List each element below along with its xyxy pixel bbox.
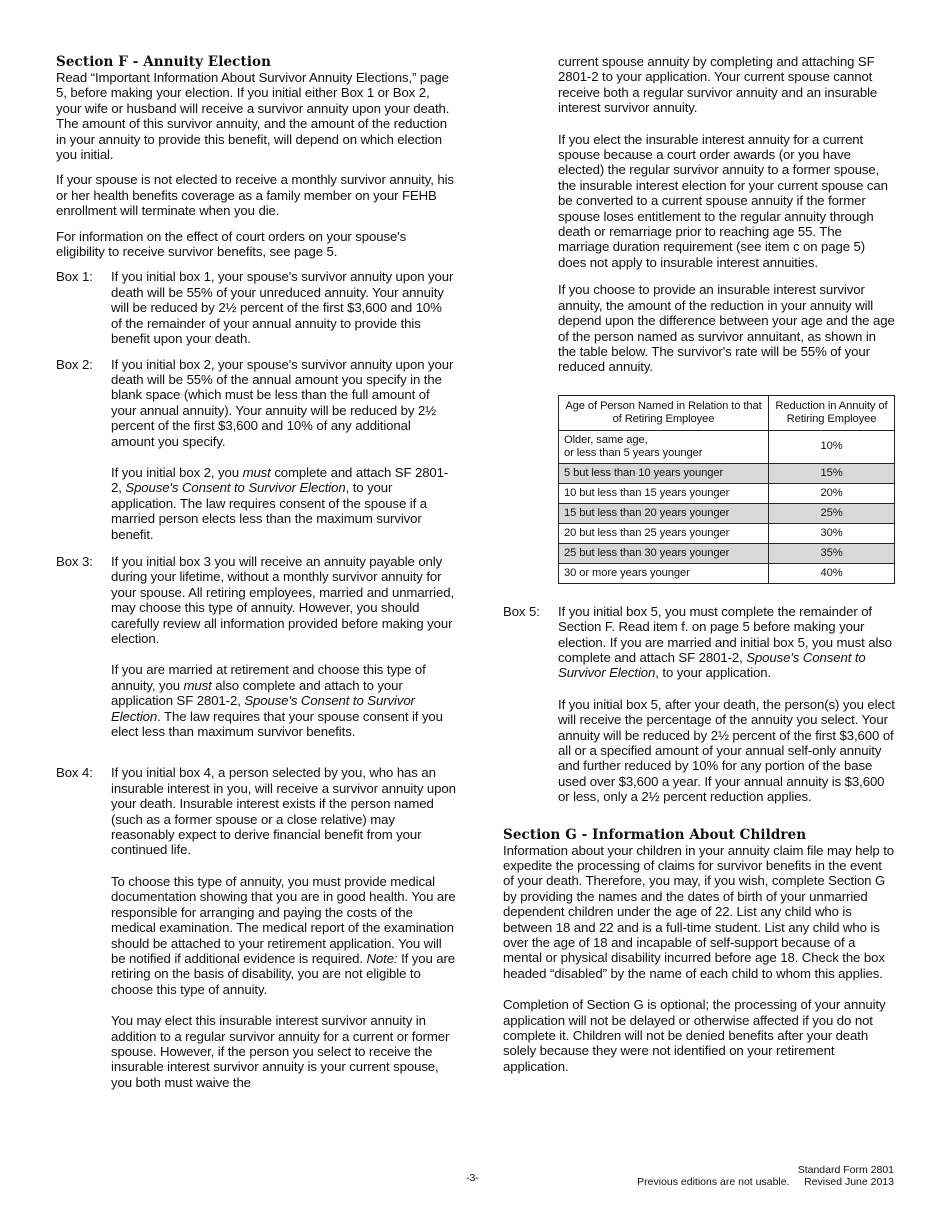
table-row xyxy=(559,503,895,523)
table-row xyxy=(559,430,895,463)
table-cell-pct: 10% xyxy=(769,430,895,463)
box-3-item xyxy=(56,554,456,646)
box-5-item xyxy=(503,604,895,681)
reduction-table xyxy=(558,395,895,584)
table-cell-age: 10 but less than 15 years younger xyxy=(559,483,769,503)
box-4-label: Box 4: xyxy=(56,765,93,781)
table-row xyxy=(559,543,895,563)
table-row xyxy=(559,463,895,483)
table-row xyxy=(559,483,895,503)
table-header-age: Age of Person Named in Relation to that of Retiring Employee xyxy=(559,395,769,430)
box-5-reduction-paragraph: If you initial box 5, after your death, the person(s) you elect will receive the percentage of the annuity you select. Your annuity will be reduced by 2½ percent of the first $3,600 of all or a specified amount of your annual self-only annuity and further reduced by 10% for any portion of the base used over $3,600 a year. If your annual annuity is $3,600 or less, only a 2½ percent reduction applies. xyxy=(558,696,895,805)
table-cell-pct: 25% xyxy=(769,503,895,523)
box-4-text: If you initial box 4, a person selected by you, who has an insurable interest in you, will receive a survivor annuity upon your death. Insurable interest exists if the person named (such as a former spouse or a close relative) may reasonably expect to derive financial benefit from your continued life. xyxy=(111,765,456,858)
section-g-paragraph-1: Information about your children in your annuity claim file may help to expedite the processing of claims for survivor benefits in the event of your death. Therefore, you may, if you wish, complete Section G by providing the names and the dates of birth of your unmarried dependent children under the age of 22. List any child who is between 18 and 22 and is a full-time student. List any child who is over the age of 18 and incapable of self-support because of a mental or physical disability incurred before age 18. Check the box headed “disabled” by the name of each child to whom this applies. xyxy=(503,842,895,981)
previous-editions-note: Previous editions are not usable. xyxy=(637,1176,790,1188)
box-2-text: If you initial box 2, your spouse's survivor annuity upon your death will be 55% of the annual amount you specify in the blank space (which must be less than the full amount of your annual annuity). Your annuity will be reduced by 2½ percent of the first $3,600 and 10% of any additional amount you specify. xyxy=(111,356,454,449)
table-cell-age: 20 but less than 25 years younger xyxy=(559,523,769,543)
box-3-label: Box 3: xyxy=(56,553,93,569)
box-2-item xyxy=(56,357,456,449)
box-4-medical-paragraph: To choose this type of annuity, you must provide medical documentation showing that you are in good health. You are responsible for arranging and paying the costs of the medical examination. The medical report of the examination should be attached to your retirement application. You will be notified if additional evidence is required. Note: If you are retiring on the basis of disability, you are not eligible to choose this type of annuity. xyxy=(111,873,456,997)
table-cell-age: 15 but less than 20 years younger xyxy=(559,503,769,523)
court-orders-paragraph: For information on the effect of court orders on your spouse's eligibility to receive survivor benefits, see page 5. xyxy=(56,228,407,260)
table-cell-pct: 15% xyxy=(769,463,895,483)
table-cell-age: 30 or more years younger xyxy=(559,563,769,583)
box-5-text: If you initial box 5, you must complete the remainder of Section F. Read item f. on page 5 before making your election. If you are married and initial box 5, you must also complete and attach SF 2801-2, Spouse's Consent to Survivor Election, to your application. xyxy=(558,603,893,681)
left-column xyxy=(56,54,456,1090)
box-4-continued-paragraph: current spouse annuity by completing and attaching SF 2801-2 to your application. Your current spouse cannot receive both a regular survivor annuity and an insurable interest survivor annuity. xyxy=(558,54,878,116)
page-number: -3- xyxy=(466,1172,479,1184)
box-1-item xyxy=(56,269,456,346)
box-3-consent-paragraph: If you are married at retirement and choose this type of annuity, you must also complete and attach to your application SF 2801-2, Spouse's Consent to Survivor Election. The law requires that your spouse consent if you elect less than maximum survivor benefits. xyxy=(111,662,443,740)
fehb-paragraph: If your spouse is not elected to receive a monthly survivor annuity, his or her health benefits coverage as a family member on your FEHB enrollment will terminate when you die. xyxy=(56,172,454,219)
box-5-label: Box 5: xyxy=(503,603,540,619)
box-4-court-order-paragraph: If you elect the insurable interest annuity for a current spouse because a court order awards (or you have elected) the regular survivor annuity to a former spouse, the insurable interest election for your current spouse can be converted to a current spouse annuity if the former spouse loses entitlement to the regular annuity through death or remarriage prior to reaching age 55. The marriage duration requirement (see item c on page 5) does not apply to insurable interest annuities. xyxy=(558,131,888,270)
right-column xyxy=(503,54,895,1074)
table-cell-pct: 20% xyxy=(769,483,895,503)
table-cell-pct: 30% xyxy=(769,523,895,543)
form-name: Standard Form 2801 xyxy=(797,1164,894,1176)
revision-date: Revised June 2013 xyxy=(804,1176,894,1188)
box-4-item xyxy=(56,765,456,857)
table-cell-pct: 35% xyxy=(769,543,895,563)
form-footer xyxy=(637,1164,894,1188)
box-1-label: Box 1: xyxy=(56,269,93,285)
section-g-paragraph-2: Completion of Section G is optional; the processing of your annuity application will not be delayed or otherwise affected if you do not complete it. Children will not be denied benefits after your death solely because they were not identified on your retirement application. xyxy=(503,997,886,1074)
table-cell-age: Older, same age, or less than 5 years younger xyxy=(559,430,769,463)
table-cell-pct: 40% xyxy=(769,563,895,583)
box-1-text: If you initial box 1, your spouse's survivor annuity upon your death will be 55% of your unreduced annuity. Your annuity will be reduced by 2½ percent of the first $3,600 and 10% of the remainder of your annual annuity to provide this benefit upon your death. xyxy=(111,269,454,347)
box-4-additional-paragraph: You may elect this insurable interest survivor annuity in addition to a regular survivor annuity for a current or former spouse. However, if the person you select to receive the insurable interest survivor annuity is your current spouse, you both must waive the xyxy=(111,1013,450,1090)
table-row xyxy=(559,523,895,543)
section-f-heading: Section F - Annuity Election xyxy=(56,54,272,70)
table-row xyxy=(559,563,895,583)
section-g-heading: Section G - Information About Children xyxy=(503,826,807,843)
table-header-reduction: Reduction in Annuity of Retiring Employee xyxy=(769,395,895,430)
box-4-reduction-paragraph: If you choose to provide an insurable interest survivor annuity, the amount of the reduction in your annuity will depend upon the difference between your age and the age of the person named as survivor annuitant, as shown in the table below. The survivor's rate will be 55% of your reduced annuity. xyxy=(558,282,895,375)
box-3-text: If you initial box 3 you will receive an annuity payable only during your lifetime, without a monthly survivor annuity for your spouse. All retiring employees, married and unmarried, may choose this type of annuity. However, you should carefully review all information provided before making your election. xyxy=(111,553,455,646)
section-f-intro: Read “Important Information About Survivor Annuity Elections,” page 5, before making your election. If you initial either Box 1 or Box 2, your wife or husband will receive a survivor annuity upon your death. The amount of this survivor annuity, and the amount of the reduction in your annuity to provide this benefit, will depend on which election you initial. xyxy=(56,70,450,163)
box-2-consent-paragraph: If you initial box 2, you must complete and attach SF 2801-2, Spouse's Consent to Survivor Election, to your application. The law requires consent of the spouse if a married person elects less than the maximum survivor benefit. xyxy=(111,464,449,542)
table-cell-age: 5 but less than 10 years younger xyxy=(559,463,769,483)
table-cell-age: 25 but less than 30 years younger xyxy=(559,543,769,563)
box-2-label: Box 2: xyxy=(56,356,93,372)
